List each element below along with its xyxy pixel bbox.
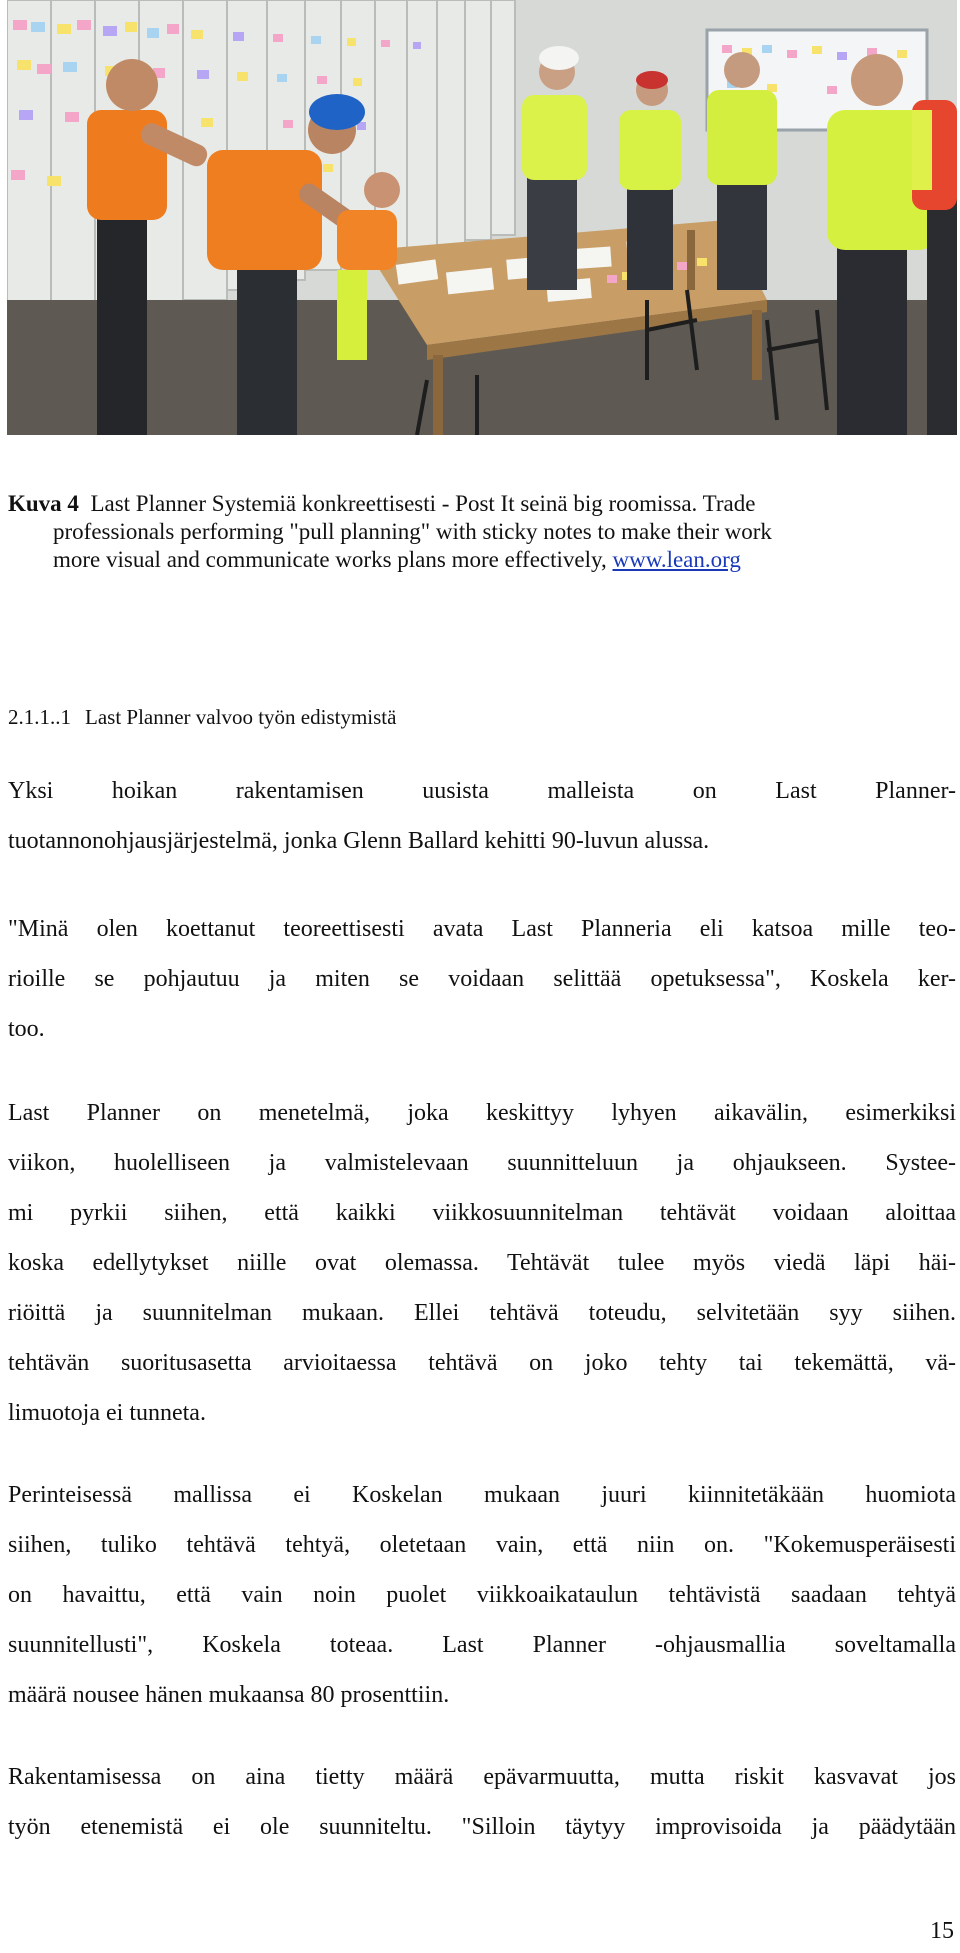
paragraph-line: Perinteisessä mallissa ei Koskelan mukaan juuri kiinnitetäkään huomiota — [8, 1482, 956, 1508]
page-number: 15 — [930, 1918, 954, 1944]
paragraph-line: limuotoja ei tunneta. — [8, 1400, 206, 1426]
paragraph-line: tehtävän suoritusasetta arvioitaessa tehtävä on joko tehty tai tekemättä, vä- — [8, 1350, 956, 1376]
caption-line — [8, 546, 938, 574]
body-paragraph — [8, 904, 956, 1054]
paragraph-line: viikon, huolelliseen ja valmistelevaan suunnitteluun ja ohjaukseen. Systee- — [8, 1150, 956, 1176]
paragraph-line: koska edellytykset niille ovat olemassa. Tehtävät tulee myös viedä läpi häi- — [8, 1250, 956, 1276]
body-paragraph — [8, 1470, 956, 1720]
caption-line — [8, 490, 938, 518]
section-title: Last Planner valvoo työn edistymistä — [85, 705, 397, 729]
paragraph-line: siihen, tuliko tehtävä tehtyä, oletetaan vain, että niin on. "Kokemusperäisesti — [8, 1532, 956, 1558]
caption-label: Kuva 4 — [8, 491, 79, 516]
paragraph-line: työn etenemistä ei ole suunniteltu. "Silloin täytyy improvisoida ja päädytään — [8, 1814, 956, 1840]
source-link[interactable]: www.lean.org — [612, 547, 741, 572]
caption-text: more visual and communicate works plans more effectively, — [53, 547, 607, 572]
paragraph-line: suunnitellusti", Koskela toteaa. Last Planner -ohjausmallia soveltamalla — [8, 1632, 956, 1658]
caption-text: Last Planner Systemiä konkreettisesti - Post It seinä big roomissa. Trade — [90, 491, 756, 516]
paragraph-line: on havaittu, että vain noin puolet viikkoaikataulun tehtävistä saadaan tehtyä — [8, 1582, 956, 1608]
paragraph-line: tuotannonohjausjärjestelmä, jonka Glenn Ballard kehitti 90-luvun alussa. — [8, 828, 710, 854]
caption-line: professionals performing "pull planning" with sticky notes to make their work — [53, 519, 772, 544]
paragraph-line: "Minä olen koettanut teoreettisesti avata Last Planneria eli katsoa mille teo- — [8, 916, 956, 942]
construction-team-pull-planning-photo — [7, 0, 957, 435]
figure-photo — [7, 0, 957, 435]
paragraph-line: Rakentamisessa on aina tietty määrä epävarmuutta, mutta riskit kasvavat jos — [8, 1764, 956, 1790]
section-number: 2.1.1..1 — [8, 705, 71, 729]
figure-caption — [8, 490, 938, 574]
paragraph-line: too. — [8, 1016, 45, 1042]
body-paragraph — [8, 1088, 956, 1438]
paragraph-line: määrä nousee hänen mukaansa 80 prosenttiin. — [8, 1682, 450, 1708]
paragraph-line: rioille se pohjautuu ja miten se voidaan selittää opetuksessa", Koskela ker- — [8, 966, 956, 992]
paragraph-line: riöittä ja suunnitelman mukaan. Ellei tehtävä toteudu, selvitetään syy siihen. — [8, 1300, 956, 1326]
paragraph-line: mi pyrkii siihen, että kaikki viikkosuunnitelman tehtävät voidaan aloittaa — [8, 1200, 956, 1226]
section-heading — [8, 705, 396, 730]
paragraph-line: Yksi hoikan rakentamisen uusista malleista on Last Planner- — [8, 778, 956, 804]
paragraph-line: Last Planner on menetelmä, joka keskittyy lyhyen aikavälin, esimerkiksi — [8, 1100, 956, 1126]
body-paragraph — [8, 766, 956, 866]
body-paragraph — [8, 1752, 956, 1852]
